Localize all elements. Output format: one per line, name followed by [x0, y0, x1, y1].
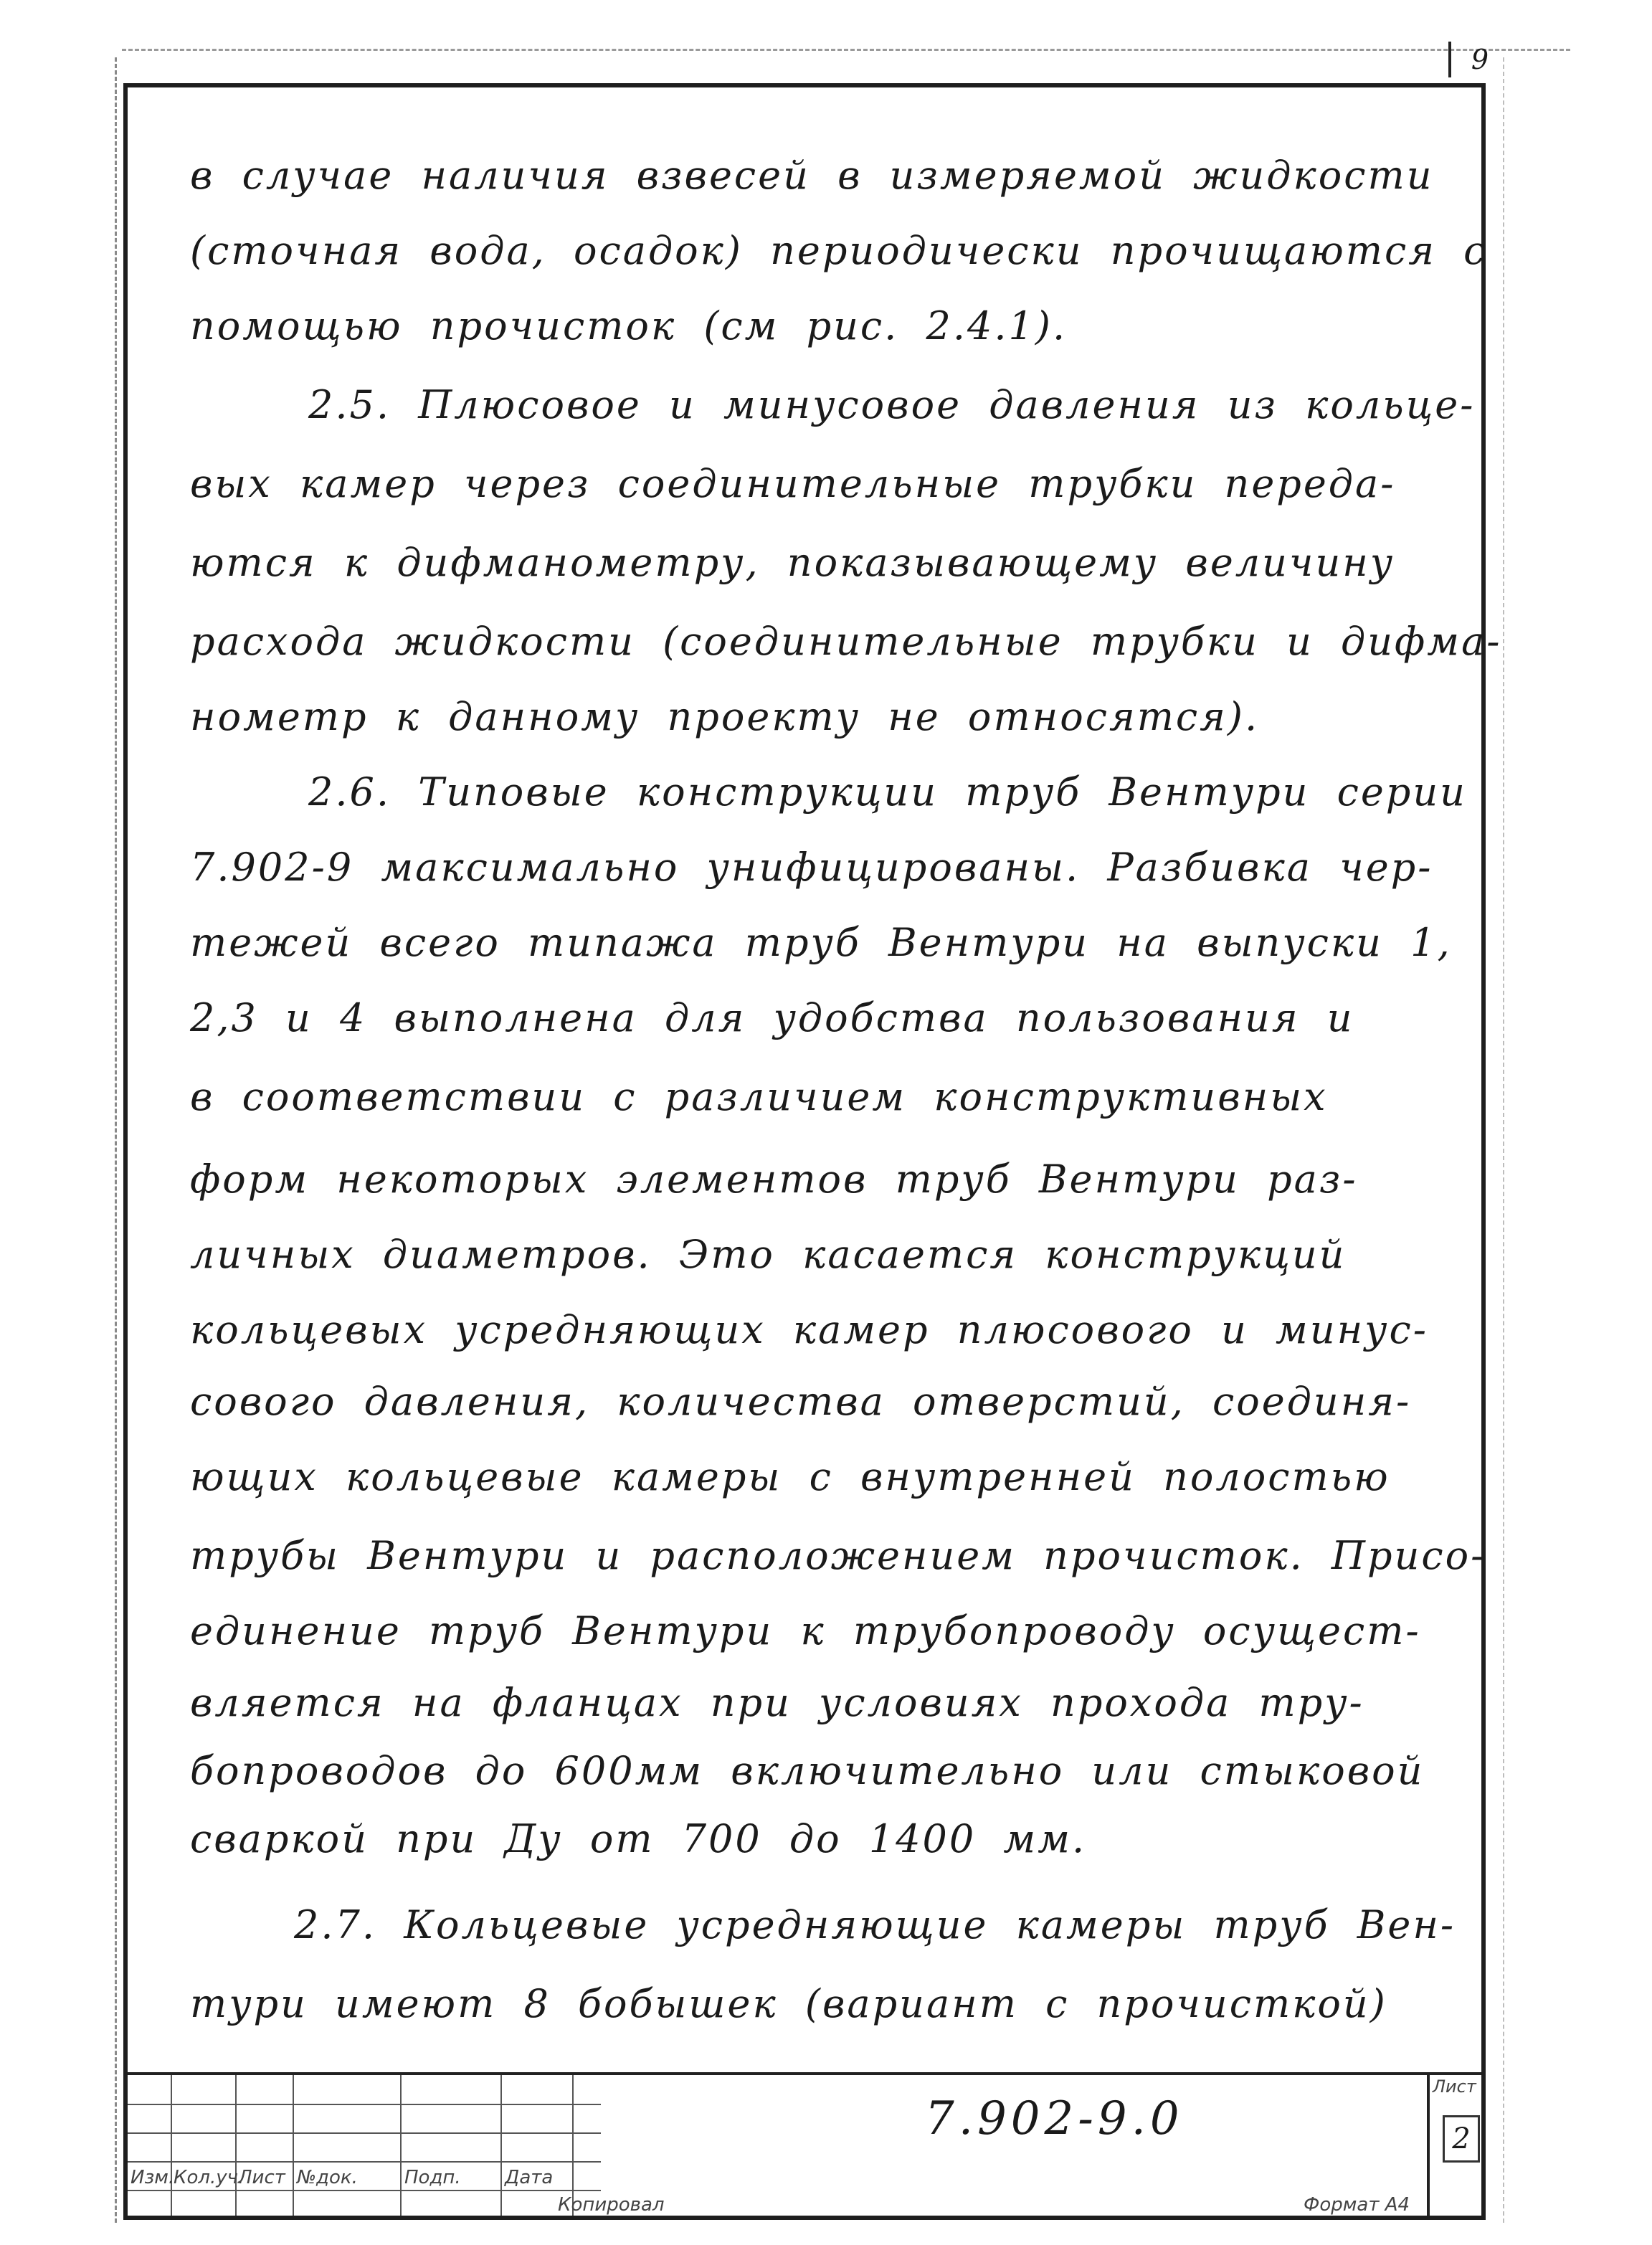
- format-label: Формат А4: [1304, 2194, 1410, 2216]
- text-line: в соответствии с различием конструктивных: [190, 1074, 1328, 1119]
- stamp-grid: [128, 2075, 601, 2216]
- text-line: 2,3 и 4 выполнена для удобства пользования и: [190, 995, 1354, 1040]
- text-line: ющих кольцевые камеры с внутренней полостью: [190, 1454, 1390, 1499]
- text-line: 2.6. Типовые конструкции труб Вентури серии: [308, 769, 1467, 815]
- text-line: тежей всего типажа труб Вентури на выпуски 1,: [190, 920, 1452, 965]
- sheet-label: Лист: [1433, 2076, 1476, 2097]
- text-line: 2.5. Плюсовое и минусовое давления из кольце-: [308, 382, 1476, 427]
- text-line: 7.902-9 максимально унифицированы. Разбивка чер-: [190, 845, 1433, 890]
- stamp-label: №док.: [297, 2167, 358, 2188]
- text-line: помощью прочисток (см рис. 2.4.1).: [190, 303, 1068, 348]
- text-line: форм некоторых элементов труб Вентури раз-: [190, 1157, 1358, 1202]
- copied-label: Копировал: [558, 2194, 665, 2216]
- text-line: трубы Вентури и расположением прочисток. Присо-: [190, 1533, 1486, 1578]
- text-line: вляется на фланцах при условиях прохода тру-: [190, 1680, 1364, 1725]
- text-line: (сточная вода, осадок) периодически прочищаются с: [190, 228, 1488, 273]
- stamp-label: Лист: [238, 2167, 285, 2188]
- text-line: расхода жидкости (соединительные трубки и дифма-: [190, 619, 1502, 664]
- text-line: в случае наличия взвесей в измеряемой жидкости: [190, 153, 1434, 198]
- text-line: бопроводов до 600мм включительно или стыковой: [190, 1748, 1425, 1793]
- text-line: ются к дифманометру, показывающему величину: [190, 540, 1395, 585]
- page-number: 9: [1448, 42, 1509, 77]
- text-line: сваркой при Ду от 700 до 1400 мм.: [190, 1816, 1087, 1861]
- text-line: единение труб Вентури к трубопроводу осущест-: [190, 1608, 1421, 1653]
- document-code: 7.902-9.0: [925, 2092, 1184, 2145]
- stamp-label: Изм.: [130, 2167, 175, 2188]
- text-line: 2.7. Кольцевые усредняющие камеры труб Вен-: [294, 1902, 1456, 1947]
- text-line: вых камер через соединительные трубки переда-: [190, 461, 1396, 506]
- stamp-label: Кол.уч.: [174, 2167, 245, 2188]
- text-line: сового давления, количества отверстий, соединя-: [190, 1379, 1412, 1424]
- stamp-label: Дата: [505, 2167, 554, 2188]
- text-line: тури имеют 8 бобышек (вариант с прочисткой): [190, 1981, 1387, 2026]
- text-line: нометр к данному проекту не относятся).: [190, 694, 1260, 739]
- left-binding-line: [115, 57, 117, 2223]
- top-dash-line: [122, 49, 1570, 51]
- sheet-number: 2: [1443, 2115, 1480, 2163]
- title-block: [128, 2072, 1481, 2216]
- text-line: личных диаметров. Это касается конструкций: [190, 1232, 1347, 1277]
- text-line: кольцевых усредняющих камер плюсового и минус-: [190, 1307, 1428, 1352]
- stamp-label: Подп.: [404, 2167, 461, 2188]
